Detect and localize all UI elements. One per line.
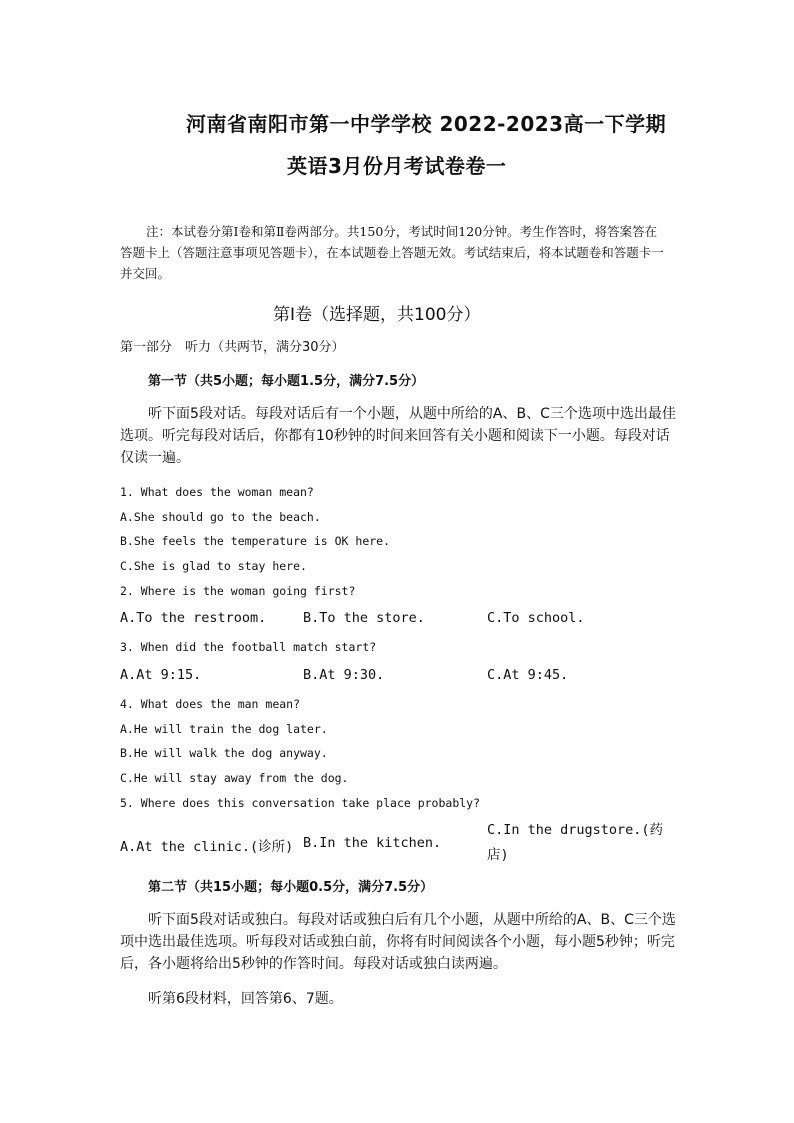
section2-material-note: 听第6段材料，回答第6、7题。: [148, 991, 343, 1007]
exam-note: 注：本试卷分第Ⅰ卷和第Ⅱ卷两部分。共150分，考试时间120分钟。考生作答时，将答案答在答题卡上（答题注意事项见答题卡），在本试题卷上答题无效。考试结束后，将本试题卷和答题卡一并交回。: [120, 224, 664, 281]
answer-option: B.He will walk the dog anyway.: [120, 746, 328, 760]
answer-option: C.He will stay away from the dog.: [120, 771, 349, 785]
answer-option: B.At 9:30.: [303, 667, 385, 683]
question-stem: 4. What does the man mean?: [120, 697, 301, 711]
answer-option: B.To the store.: [303, 610, 425, 626]
answer-option: C.She is glad to stay here.: [120, 559, 307, 573]
question-stem: 3. When did the football match start?: [120, 640, 377, 654]
question-stem: 1. What does the woman mean?: [120, 485, 314, 499]
section2-title: 第二节（共15小题；每小题0.5分，满分7.5分）: [148, 880, 434, 895]
volume1-title: 第Ⅰ卷（选择题，共100分）: [273, 305, 481, 325]
answer-option: A.To the restroom.: [120, 610, 267, 626]
answer-option: A.At 9:15.: [120, 667, 202, 683]
part1-title: 第一部分 听力（共两节，满分30分）: [120, 340, 345, 355]
answer-option: C.To school.: [487, 610, 585, 626]
answer-option: A.At the clinic.(诊所): [120, 839, 294, 855]
exam-title-line2: 英语3月份月考试卷卷一: [287, 154, 507, 178]
answer-option: C.At 9:45.: [487, 667, 569, 683]
answer-option: A.She should go to the beach.: [120, 510, 321, 524]
question-stem: 5. Where does this conversation take place probably?: [120, 796, 481, 810]
answer-option: B.In the kitchen.: [303, 835, 442, 851]
exam-title-line1: 河南省南阳市第一中学学校 2022-2023高一下学期: [186, 112, 667, 136]
answer-option: B.She feels the temperature is OK here.: [120, 534, 391, 548]
question-stem: 2. Where is the woman going first?: [120, 584, 356, 598]
section1-title: 第一节（共5小题；每小题1.5分，满分7.5分）: [148, 374, 425, 389]
answer-option: C.In the drugstore.(药店): [487, 822, 664, 863]
section2-instructions: 听下面5段对话或独白。每段对话或独白后有几个小题，从题中所给的A、B、C三个选项中选出最佳选项。听每段对话或独白前，你将有时间阅读各个小题，每小题5秒钟；听完后，各小题将给出5秒钟的作答时间。每段对话或独白读两遍。: [120, 912, 676, 972]
answer-option: A.He will train the dog later.: [120, 722, 328, 736]
section1-instructions: 听下面5段对话。每段对话后有一个小题，从题中所给的A、B、C三个选项中选出最佳选项。听完每段对话后，你都有10秒钟的时间来回答有关小题和阅读下一小题。每段对话仅读一遍。: [120, 406, 676, 466]
